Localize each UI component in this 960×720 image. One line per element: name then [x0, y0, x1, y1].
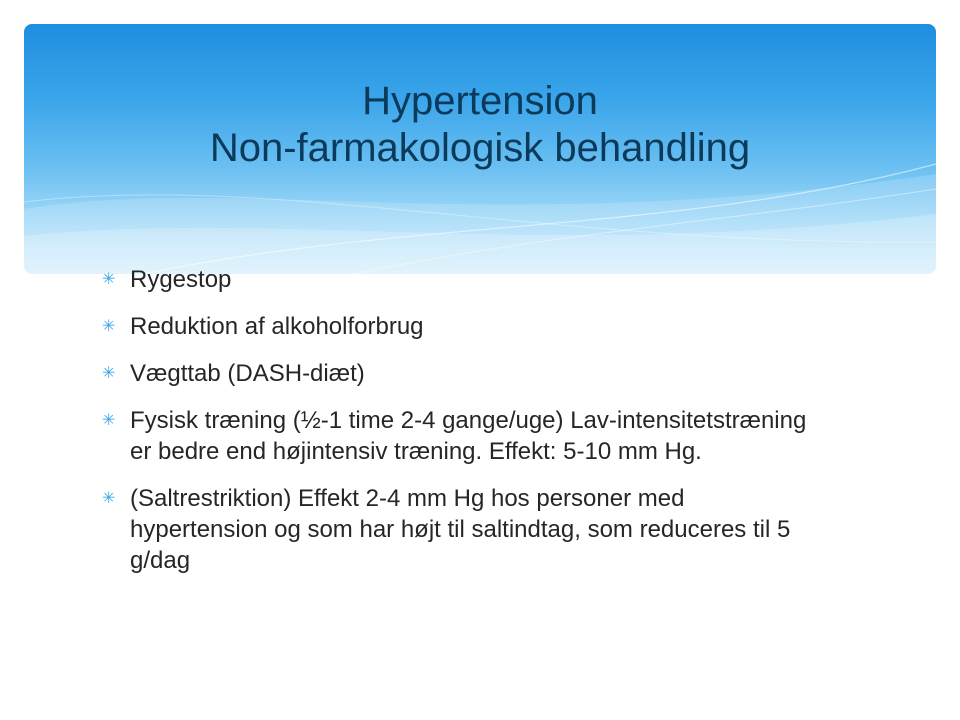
asterisk-bullet-icon: ✳ [102, 271, 116, 288]
bullet-text: Reduktion af alkoholforbrug [130, 313, 424, 340]
slide-title [24, 78, 936, 172]
title-line-1: Hypertension [362, 79, 598, 123]
bullet-text: Vægttab (DASH-diæt) [130, 360, 365, 387]
asterisk-bullet-icon: ✳ [102, 412, 116, 429]
bullet-text: (Saltrestriktion) Effekt 2-4 mm Hg hos personer med hypertension og som har højt til saltindtag, som reduceres til 5 g/dag [130, 485, 791, 574]
bullet-item [102, 264, 822, 295]
bullet-text: Rygestop [130, 266, 232, 293]
bullet-item [102, 483, 822, 576]
asterisk-bullet-icon: ✳ [102, 365, 116, 382]
title-line-2: Non-farmakologisk behandling [209, 126, 751, 170]
bullet-text: Fysisk træning (½-1 time 2-4 gange/uge) Lav-intensitetstræning er bedre end højintensiv træning. Effekt: 5-10 mm Hg. [130, 407, 807, 465]
bullet-item [102, 405, 822, 467]
bullet-list [102, 264, 822, 592]
asterisk-bullet-icon: ✳ [102, 318, 116, 335]
bullet-item [102, 311, 822, 342]
asterisk-bullet-icon: ✳ [102, 490, 116, 507]
bullet-item [102, 358, 822, 389]
